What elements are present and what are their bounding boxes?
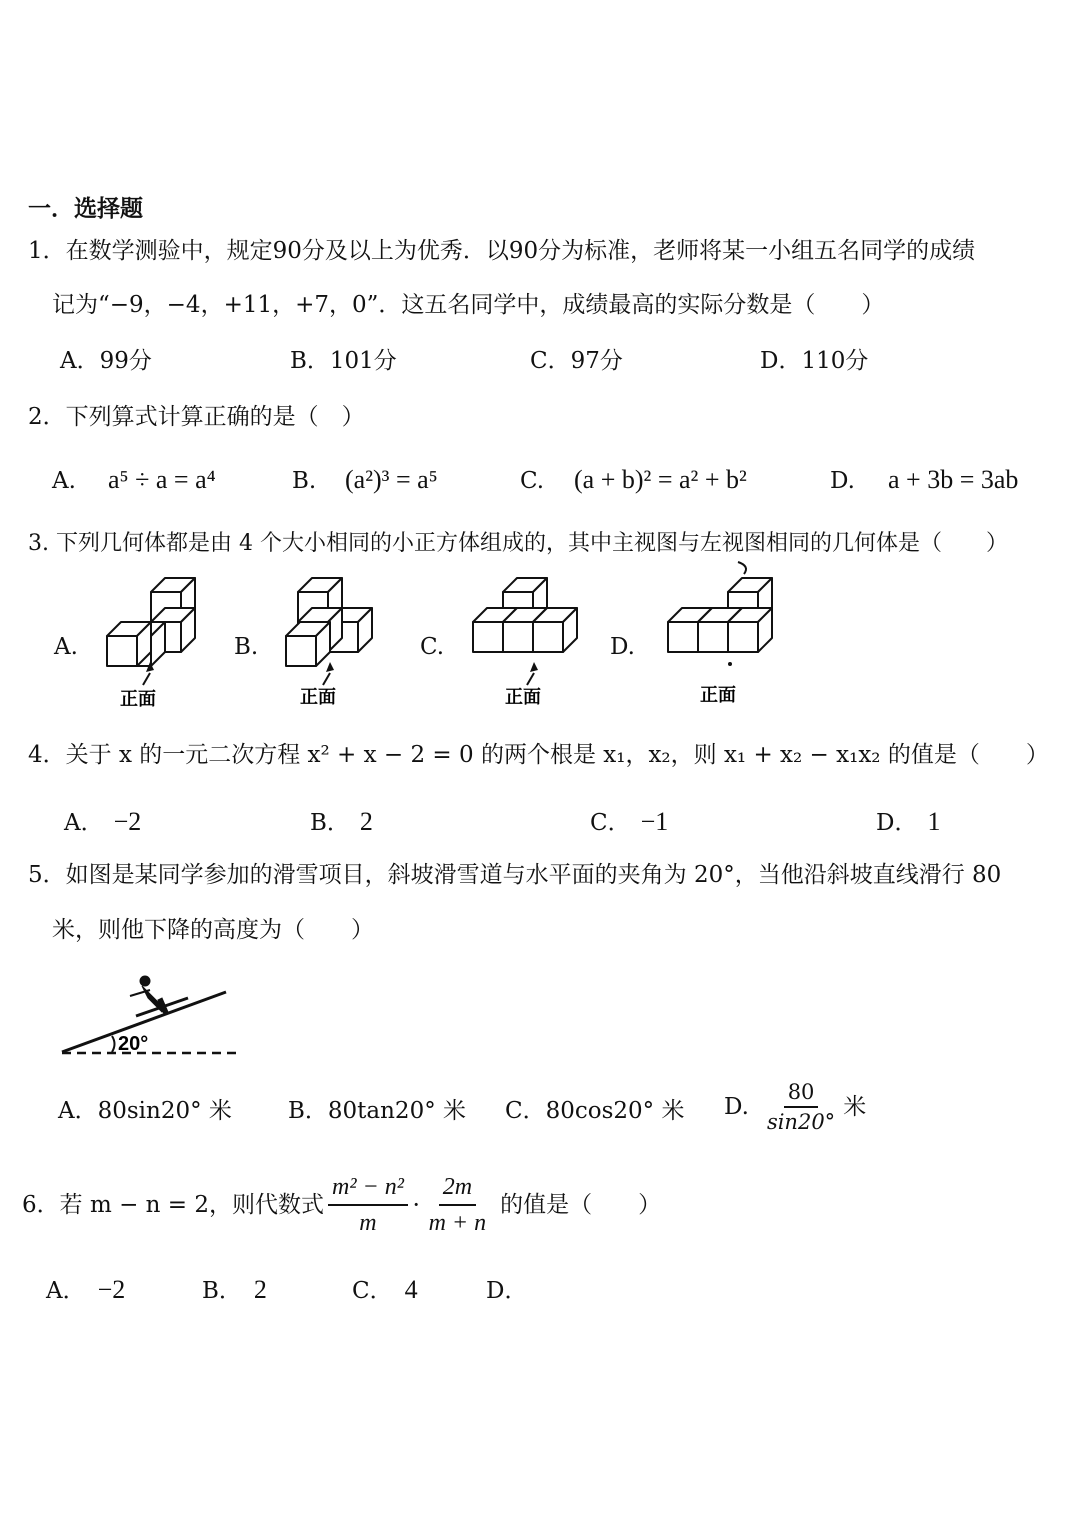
q4-option-b: B． 2 [310, 807, 373, 836]
q1-option-c: C．97分 [530, 348, 623, 374]
q1-option-b: B．101分 [290, 348, 397, 374]
q6-option-b: B． 2 [202, 1275, 267, 1304]
q3-label-b: B. [234, 634, 259, 660]
q5-angle-label: 20° [118, 1033, 149, 1055]
q3-front-label-c: 正面 [505, 687, 541, 708]
q2-stem: 2．下列算式计算正确的是（ ） [28, 404, 365, 430]
q6-option-c: C． 4 [352, 1275, 418, 1304]
q6-prefix: 6．若 m − n = 2，则代数式 [22, 1192, 324, 1218]
q1-stem-line1: 1．在数学测验中，规定90分及以上为优秀．以90分为标准，老师将某一小组五名同学的成绩 [28, 238, 976, 264]
q5-option-d-label: D. [724, 1094, 749, 1120]
q6-frac1-denominator: m [359, 1210, 377, 1236]
q4-option-d: D． 1 [876, 807, 941, 836]
q5-option-d-denominator: sin20° [766, 1110, 836, 1134]
q6-fraction-1 [328, 1172, 408, 1238]
q5-stem-line1: 5．如图是某同学参加的滑雪项目，斜坡滑雪道与水平面的夹角为 20°，当他沿斜坡直线滑行 80 [28, 862, 1002, 888]
q3-label-d: D. [610, 634, 635, 660]
q6-suffix: 的值是（ ） [500, 1192, 662, 1218]
q4-stem: 4．关于 x 的一元二次方程 x² + x − 2 = 0 的两个根是 x₁，x₂，则 x₁ + x₂ − x₁x₂ 的值是（ ） [28, 742, 1049, 768]
q5-option-d-fraction [763, 1080, 839, 1134]
q6-fraction-2 [425, 1172, 491, 1238]
section-title: 一．选择题 [28, 195, 143, 222]
q5-option-c: C．80cos20° 米 [505, 1098, 685, 1124]
q3-front-label-b: 正面 [300, 687, 336, 708]
q6-frac2-numerator: 2m [439, 1172, 476, 1206]
q3-label-c: C. [420, 634, 445, 660]
q6-stem [22, 1172, 661, 1238]
q1-stem-line2: 记为“−9，−4，+11，+7，0”．这五名同学中，成绩最高的实际分数是（ ） [52, 292, 885, 318]
q1-option-a: A．99分 [60, 348, 152, 374]
q6-option-a: A． −2 [46, 1275, 126, 1304]
q3-label-a: A. [54, 634, 78, 660]
q2-label-a: A. [52, 468, 76, 494]
q3-stem: 3. 下列几何体都是由 4 个大小相同的小正方体组成的，其中主视图与左视图相同的几何体是（ ） [28, 531, 1008, 556]
q2-expr-b: (a²)³ = a⁵ [345, 465, 438, 494]
q6-frac2-denominator: m + n [428, 1210, 487, 1236]
q6-frac1-numerator: m² − n² [328, 1172, 408, 1206]
q5-option-b: B．80tan20° 米 [288, 1098, 467, 1124]
q2-label-d: D. [830, 468, 855, 494]
q3-front-label-a: 正面 [120, 689, 156, 710]
q2-expr-d: a + 3b = 3ab [888, 465, 1019, 494]
q5-option-d-numerator: 80 [784, 1080, 819, 1108]
q2-label-c: C. [520, 468, 545, 494]
q6-dot: · [411, 1190, 421, 1219]
q5-option-d-unit: 米 [843, 1094, 867, 1120]
q5-option-a: A．80sin20° 米 [58, 1098, 232, 1124]
q5-stem-line2: 米，则他下降的高度为（ ） [52, 917, 374, 943]
q3-front-label-d: 正面 [700, 685, 736, 706]
q5-option-d [724, 1080, 866, 1134]
q1-option-d: D．110分 [760, 348, 869, 374]
q2-label-b: B. [292, 468, 317, 494]
q2-expr-a: a⁵ ÷ a = a⁴ [108, 465, 216, 494]
q2-expr-c: (a + b)² = a² + b² [574, 465, 747, 494]
q4-option-c: C． −1 [590, 807, 669, 836]
q6-option-d: D． [486, 1278, 528, 1304]
q4-option-a: A． −2 [64, 807, 142, 836]
